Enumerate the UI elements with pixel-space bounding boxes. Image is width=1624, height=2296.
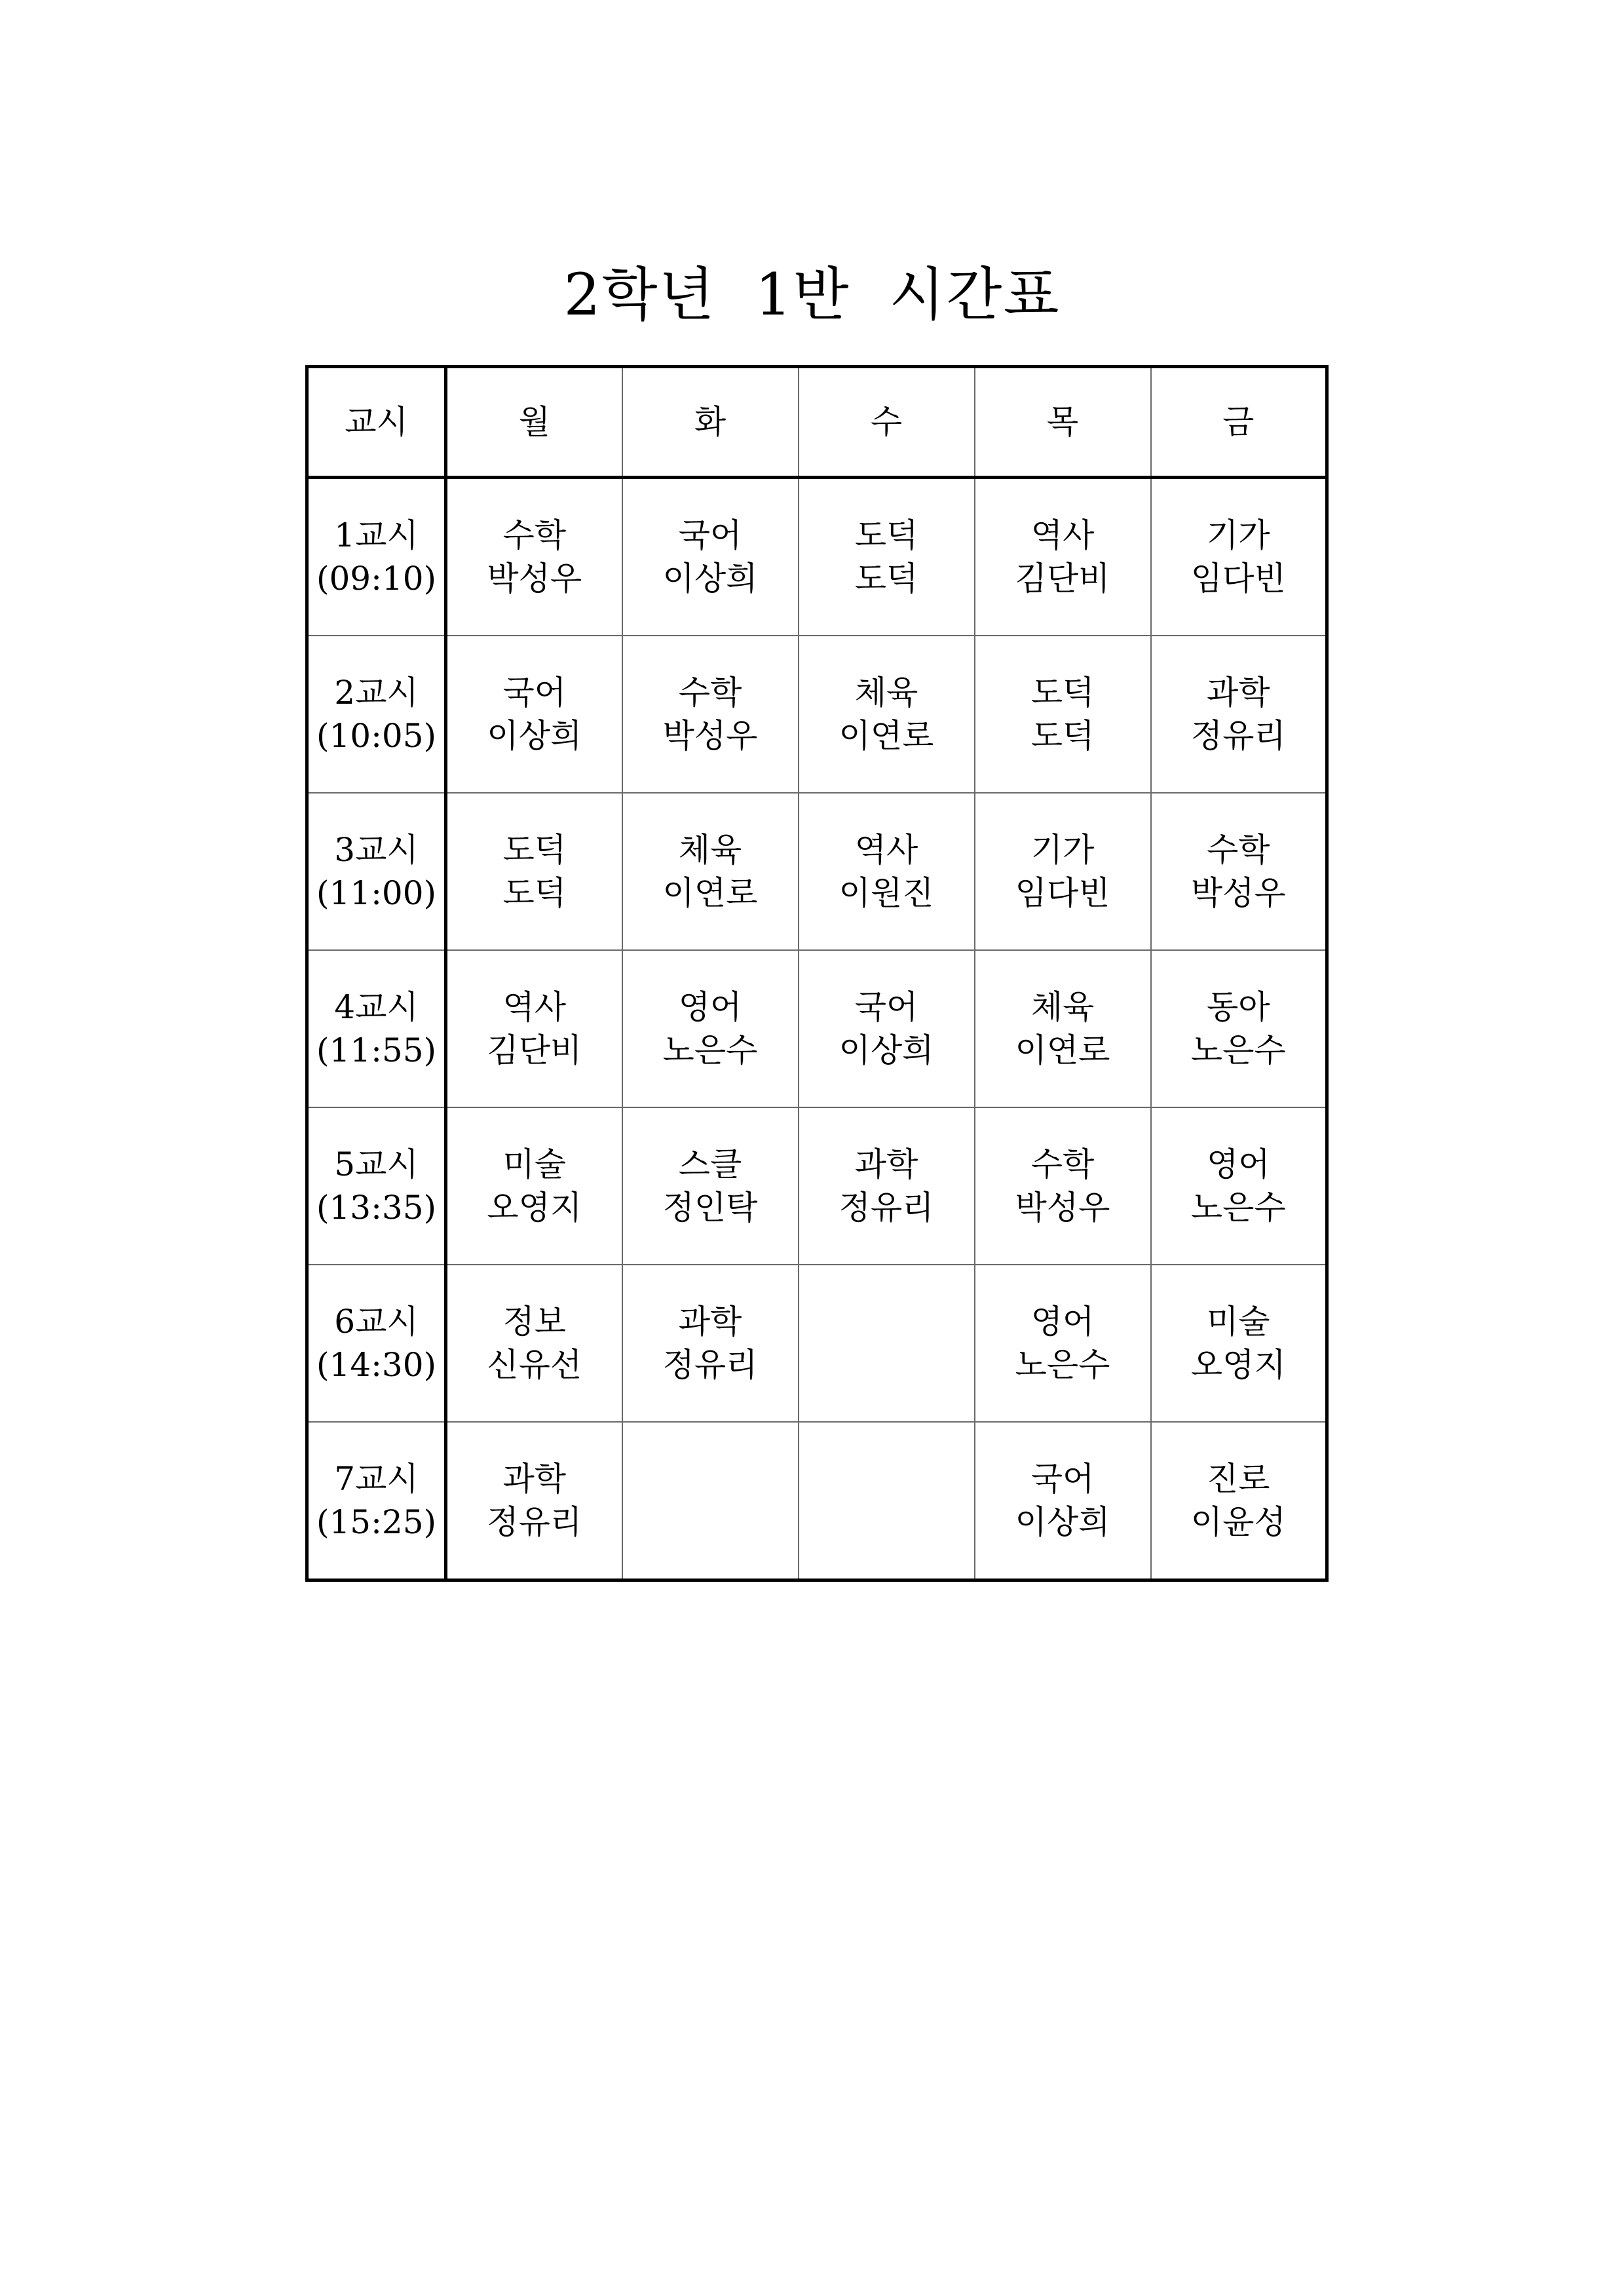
subject-name: 과학 bbox=[1206, 674, 1270, 712]
table-row bbox=[307, 1107, 1327, 1265]
teacher-name: 김단비 bbox=[487, 1031, 582, 1069]
header-day-fri: 금 bbox=[1151, 367, 1327, 478]
period-time: (14:30) bbox=[316, 1346, 437, 1384]
teacher-name: 이상희 bbox=[487, 717, 582, 755]
period-cell bbox=[307, 478, 446, 636]
teacher-name: 이상희 bbox=[839, 1031, 934, 1069]
subject-name: 동아 bbox=[1206, 988, 1270, 1026]
subject-name: 과학 bbox=[502, 1460, 567, 1498]
class-cell-thu bbox=[975, 478, 1151, 636]
subject-name: 수학 bbox=[1206, 831, 1270, 869]
subject-name: 역사 bbox=[502, 988, 567, 1026]
class-cell-fri bbox=[1151, 1265, 1327, 1422]
subject-name: 과학 bbox=[678, 1303, 742, 1341]
subject-name: 기가 bbox=[1030, 831, 1095, 869]
teacher-name: 임다빈 bbox=[1015, 874, 1110, 912]
header-day-mon: 월 bbox=[446, 367, 622, 478]
class-cell-tue bbox=[622, 636, 799, 793]
teacher-name: 신유선 bbox=[487, 1346, 582, 1384]
header-day-tue: 화 bbox=[622, 367, 799, 478]
teacher-name: 임다빈 bbox=[1190, 560, 1286, 598]
class-cell-tue bbox=[622, 1265, 799, 1422]
class-cell-tue bbox=[622, 1422, 799, 1580]
header-period-label: 교시 bbox=[307, 367, 446, 478]
subject-name: 영어 bbox=[678, 988, 742, 1026]
subject-name: 수학 bbox=[1030, 1145, 1095, 1183]
teacher-name: 도덕 bbox=[502, 874, 567, 912]
subject-name: 국어 bbox=[1030, 1460, 1095, 1498]
subject-name: 수학 bbox=[678, 674, 742, 712]
class-cell-mon bbox=[446, 1265, 622, 1422]
subject-name: 국어 bbox=[854, 988, 918, 1026]
timetable bbox=[305, 365, 1329, 1582]
period-time: (11:55) bbox=[316, 1031, 437, 1069]
period-cell bbox=[307, 1107, 446, 1265]
subject-name: 수학 bbox=[502, 516, 567, 554]
teacher-name: 이연로 bbox=[839, 717, 934, 755]
subject-name: 역사 bbox=[1030, 516, 1095, 554]
period-label: 4교시 bbox=[334, 988, 419, 1026]
period-time: (15:25) bbox=[316, 1503, 437, 1541]
period-time: (09:10) bbox=[316, 560, 437, 598]
teacher-name: 박성우 bbox=[662, 717, 758, 755]
header-row bbox=[307, 367, 1327, 478]
class-cell-wed bbox=[799, 950, 975, 1107]
class-cell-fri bbox=[1151, 1107, 1327, 1265]
class-cell-tue bbox=[622, 793, 799, 950]
period-cell bbox=[307, 1422, 446, 1580]
subject-name: 체육 bbox=[678, 831, 742, 869]
period-label: 5교시 bbox=[334, 1145, 419, 1183]
class-cell-thu bbox=[975, 1265, 1151, 1422]
subject-name: 도덕 bbox=[1030, 674, 1095, 712]
teacher-name: 도덕 bbox=[1030, 717, 1095, 755]
teacher-name: 이상희 bbox=[1015, 1503, 1110, 1541]
class-cell-wed bbox=[799, 478, 975, 636]
teacher-name: 박성우 bbox=[1015, 1189, 1110, 1227]
period-cell bbox=[307, 793, 446, 950]
class-cell-mon bbox=[446, 950, 622, 1107]
teacher-name: 정유리 bbox=[839, 1189, 934, 1227]
subject-name: 정보 bbox=[502, 1303, 567, 1341]
subject-name: 체육 bbox=[854, 674, 918, 712]
teacher-name: 노은수 bbox=[1015, 1346, 1110, 1384]
subject-name: 영어 bbox=[1030, 1303, 1095, 1341]
period-time: (13:35) bbox=[316, 1189, 437, 1227]
teacher-name: 이연로 bbox=[662, 874, 758, 912]
table-row bbox=[307, 478, 1327, 636]
class-cell-fri bbox=[1151, 1422, 1327, 1580]
subject-name: 기가 bbox=[1206, 516, 1270, 554]
class-cell-fri bbox=[1151, 950, 1327, 1107]
class-cell-mon bbox=[446, 636, 622, 793]
period-time: (10:05) bbox=[316, 717, 437, 755]
header-day-wed: 수 bbox=[799, 367, 975, 478]
class-cell-fri bbox=[1151, 793, 1327, 950]
class-cell-thu bbox=[975, 1422, 1151, 1580]
period-time: (11:00) bbox=[316, 874, 437, 912]
class-cell-wed bbox=[799, 1422, 975, 1580]
class-cell-mon bbox=[446, 1107, 622, 1265]
subject-name: 도덕 bbox=[854, 516, 918, 554]
table-row bbox=[307, 636, 1327, 793]
period-label: 6교시 bbox=[334, 1303, 419, 1341]
teacher-name: 정유리 bbox=[662, 1346, 758, 1384]
class-cell-thu bbox=[975, 950, 1151, 1107]
table-row bbox=[307, 950, 1327, 1107]
period-label: 3교시 bbox=[334, 831, 419, 869]
timetable-header bbox=[307, 367, 1327, 478]
period-cell bbox=[307, 636, 446, 793]
teacher-name: 오영지 bbox=[487, 1189, 582, 1227]
teacher-name: 노은수 bbox=[1190, 1189, 1286, 1227]
class-cell-thu bbox=[975, 1107, 1151, 1265]
class-cell-wed bbox=[799, 1107, 975, 1265]
teacher-name: 이윤성 bbox=[1190, 1503, 1286, 1541]
timetable-body bbox=[307, 478, 1327, 1580]
table-row bbox=[307, 793, 1327, 950]
class-cell-tue bbox=[622, 1107, 799, 1265]
teacher-name: 이상희 bbox=[662, 560, 758, 598]
subject-name: 국어 bbox=[678, 516, 742, 554]
subject-name: 미술 bbox=[502, 1145, 567, 1183]
class-cell-wed bbox=[799, 636, 975, 793]
class-cell-tue bbox=[622, 478, 799, 636]
subject-name: 미술 bbox=[1206, 1303, 1270, 1341]
class-cell-thu bbox=[975, 793, 1151, 950]
period-cell bbox=[307, 950, 446, 1107]
subject-name: 도덕 bbox=[502, 831, 567, 869]
period-label: 7교시 bbox=[334, 1460, 419, 1498]
class-cell-wed bbox=[799, 1265, 975, 1422]
teacher-name: 박성우 bbox=[1190, 874, 1286, 912]
header-day-thu: 목 bbox=[975, 367, 1151, 478]
teacher-name: 도덕 bbox=[854, 560, 918, 598]
class-cell-thu bbox=[975, 636, 1151, 793]
subject-name: 국어 bbox=[502, 674, 567, 712]
period-label: 2교시 bbox=[334, 674, 419, 712]
teacher-name: 이연로 bbox=[1015, 1031, 1110, 1069]
teacher-name: 노은수 bbox=[1190, 1031, 1286, 1069]
class-cell-mon bbox=[446, 478, 622, 636]
class-cell-fri bbox=[1151, 478, 1327, 636]
teacher-name: 노은수 bbox=[662, 1031, 758, 1069]
teacher-name: 박성우 bbox=[487, 560, 582, 598]
subject-name: 역사 bbox=[854, 831, 918, 869]
class-cell-fri bbox=[1151, 636, 1327, 793]
teacher-name: 김단비 bbox=[1015, 560, 1110, 598]
table-row bbox=[307, 1422, 1327, 1580]
teacher-name: 정유리 bbox=[1190, 717, 1286, 755]
subject-name: 체육 bbox=[1030, 988, 1095, 1026]
table-row bbox=[307, 1265, 1327, 1422]
teacher-name: 이원진 bbox=[839, 874, 934, 912]
page-title: 2학년 1반 시간표 bbox=[563, 261, 1061, 328]
class-cell-wed bbox=[799, 793, 975, 950]
subject-name: 스클 bbox=[678, 1145, 742, 1183]
subject-name: 진로 bbox=[1206, 1460, 1270, 1498]
class-cell-mon bbox=[446, 1422, 622, 1580]
period-label: 1교시 bbox=[334, 516, 419, 554]
teacher-name: 정유리 bbox=[487, 1503, 582, 1541]
class-cell-tue bbox=[622, 950, 799, 1107]
period-cell bbox=[307, 1265, 446, 1422]
teacher-name: 정인탁 bbox=[662, 1189, 758, 1227]
class-cell-mon bbox=[446, 793, 622, 950]
subject-name: 과학 bbox=[854, 1145, 918, 1183]
teacher-name: 오영지 bbox=[1190, 1346, 1286, 1384]
subject-name: 영어 bbox=[1206, 1145, 1270, 1183]
